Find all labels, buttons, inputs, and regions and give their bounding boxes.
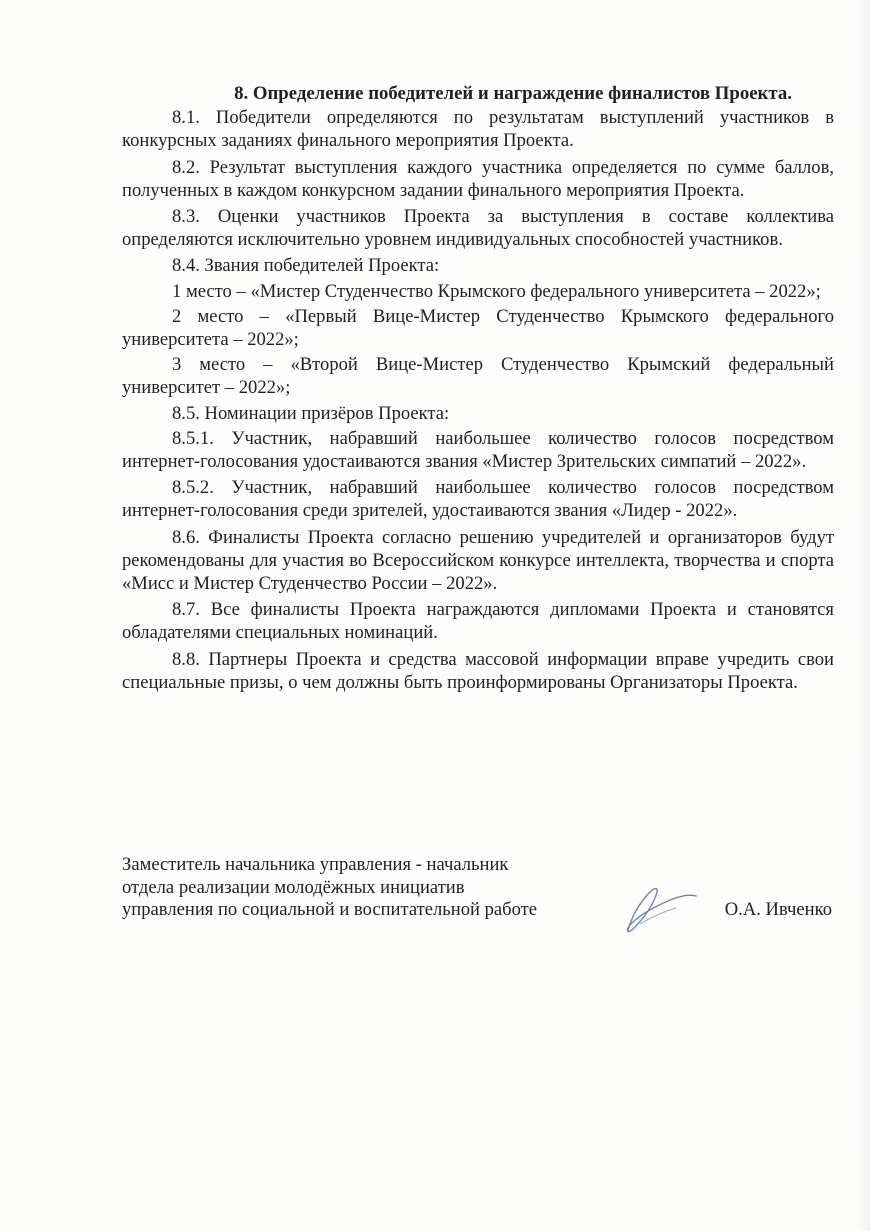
- signatory-name: О.А. Ивченко: [724, 899, 832, 920]
- paragraph-8-4: 8.4. Звания победителей Проекта:: [172, 255, 440, 277]
- handwritten-signature-icon: [610, 878, 700, 938]
- bleed-through-text: [118, 790, 830, 816]
- paragraph-8-2: 8.2. Результат выступления каждого участника определяется по сумме баллов, полученных в каждом конкурсном задании финального мероприятия Проекта.: [122, 156, 834, 201]
- paragraph-8-1: 8.1. Победители определяются по результатам выступлений участников в конкурсных заданиях финального мероприятия Проекта.: [122, 107, 834, 152]
- signature-block: [122, 854, 834, 922]
- paragraph-8-3: 8.3. Оценки участников Проекта за выступления в составе коллектива определяются исключительно уровнем индивидуальных способностей участников.: [122, 206, 834, 251]
- place-1: 1 место – «Мистер Студенчество Крымского федерального университета – 2022»;: [172, 280, 821, 302]
- place-2: 2 место – «Первый Вице-Мистер Студенчество Крымского федерального университета – 2022»;: [122, 305, 834, 351]
- place-3: 3 место – «Второй Вице-Мистер Студенчество Крымский федеральный университет – 2022»;: [122, 354, 834, 399]
- paragraph-8-5-1: 8.5.1. Участник, набравший наибольшее количество голосов посредством интернет-голосования удостаиваются звания «Мистер Зрительских симпатий – 2022».: [122, 427, 834, 473]
- paragraph-8-5-2: 8.5.2. Участник, набравший наибольшее количество голосов посредством интернет-голосования среди зрителей, удостаиваются звания «Лидер - 2022».: [122, 477, 834, 522]
- signatory-position-line-3: управления по социальной и воспитательной работе: [122, 899, 538, 921]
- signatory-position-line-1: Заместитель начальника управления - начальник: [122, 854, 509, 875]
- paragraph-8-5: 8.5. Номинации призёров Проекта:: [172, 402, 450, 424]
- document-body: [122, 82, 834, 697]
- paragraph-8-8: 8.8. Партнеры Проекта и средства массовой информации вправе учредить свои специальные призы, о чем должны быть проинформированы Организаторы Проекта.: [122, 648, 834, 693]
- section-title: 8. Определение победителей и награждение финалистов Проекта.: [234, 83, 792, 104]
- paragraph-8-6: 8.6. Финалисты Проекта согласно решению учредителей и организаторов будут рекомендованы для участия во Всероссийском конкурсе интеллекта, творчества и спорта «Мисс и Мистер Студенчество России – 2022».: [122, 526, 834, 595]
- paragraph-8-7: 8.7. Все финалисты Проекта награждаются дипломами Проекта и становятся обладателями специальных номинаций.: [122, 599, 834, 644]
- scan-edge-shadow: [856, 0, 870, 1231]
- signatory-position-line-2: отдела реализации молодёжных инициатив: [122, 876, 465, 898]
